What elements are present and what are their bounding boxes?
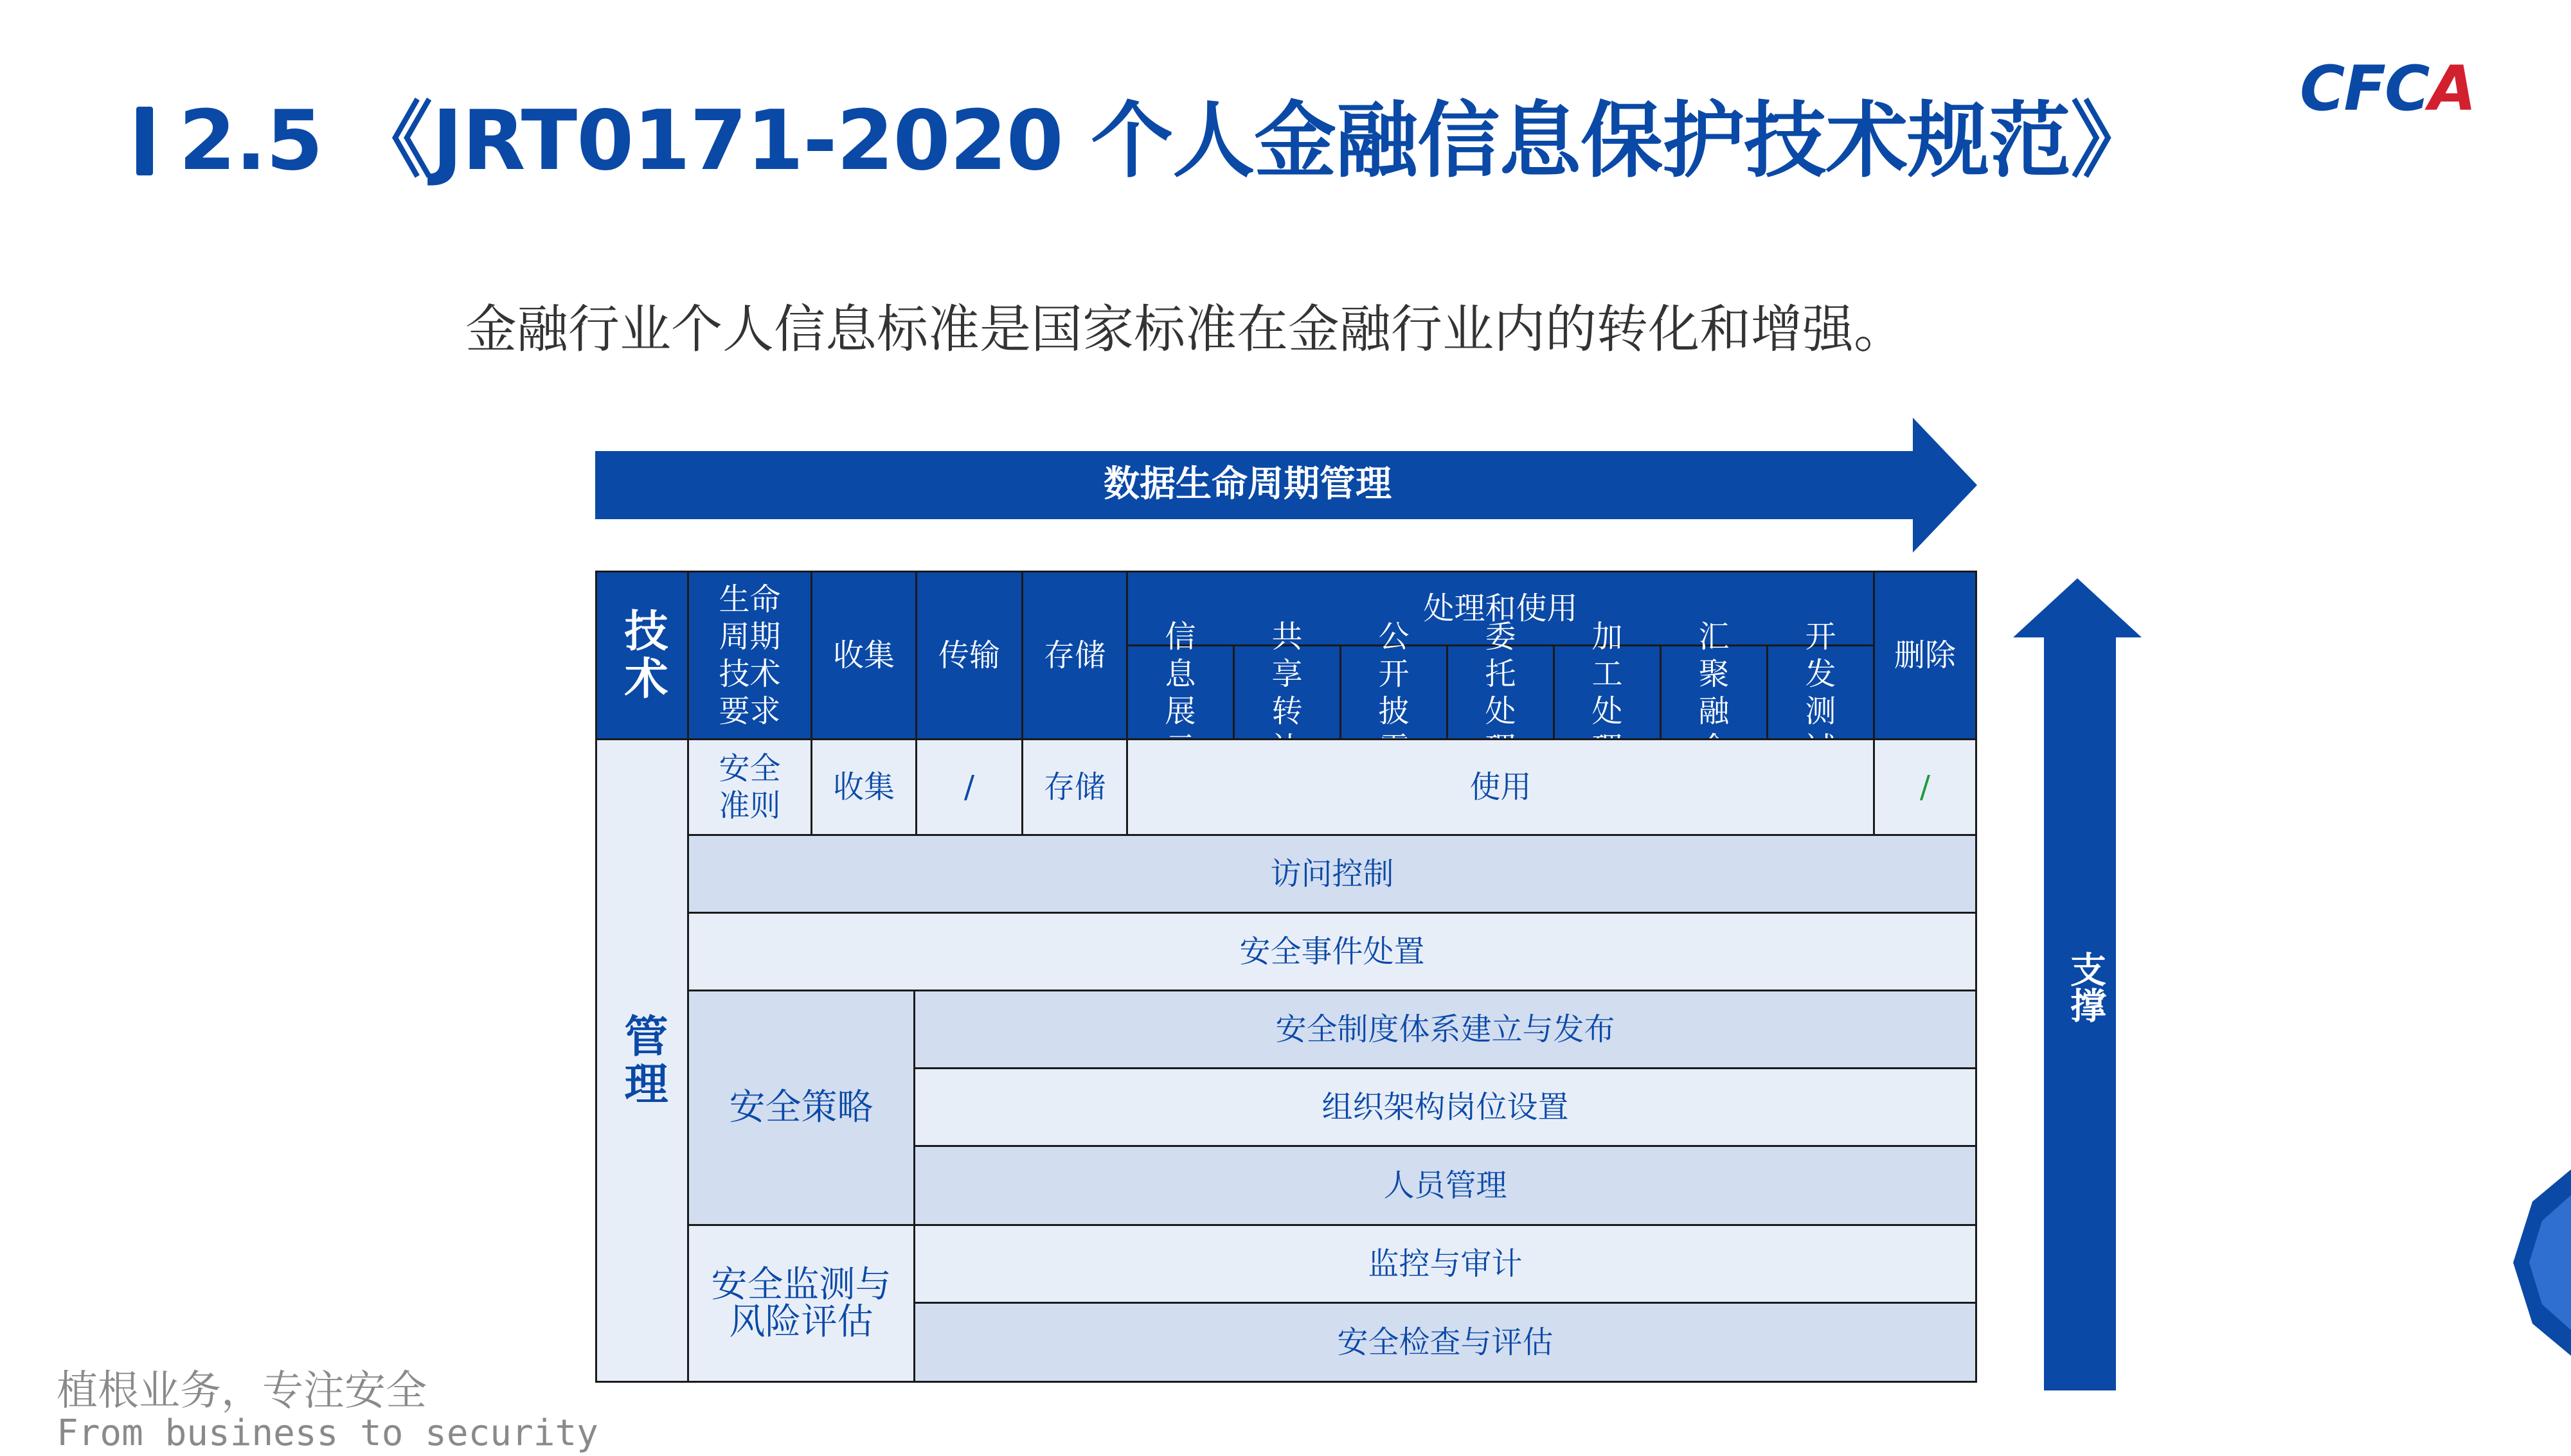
rules-collect: 收集 xyxy=(811,738,917,836)
footer-slogan-en: From business to security xyxy=(57,1412,598,1454)
header-share-transfer: 享转 xyxy=(1233,644,1341,740)
strategy-item-personnel: 人员管理 xyxy=(913,1145,1977,1226)
header-lifecycle-requirement: 生命周期技术要求 xyxy=(687,571,812,740)
security-strategy-label: 安全策略 xyxy=(687,990,915,1226)
rules-transmit: / xyxy=(915,738,1023,836)
tech-label: 技术 xyxy=(595,571,689,740)
rules-use: 使用 xyxy=(1126,738,1875,836)
header-transmit: 传输 xyxy=(915,571,1023,740)
title-accent-bar xyxy=(136,107,153,175)
lifecycle-arrow-label: 数据生命周期管理 xyxy=(1104,463,1392,505)
security-rules-label: 安全准则 xyxy=(687,738,812,836)
header-entrusted-processing: 托处 xyxy=(1446,644,1555,740)
header-process-use: 处理和使用 xyxy=(1126,571,1875,646)
header-store: 存储 xyxy=(1021,571,1128,740)
monitoring-item-inspection: 安全检查与评估 xyxy=(913,1302,1977,1383)
rules-store: 存储 xyxy=(1021,738,1128,836)
header-data-processing: 工处 xyxy=(1553,644,1662,740)
corner-decoration-icon xyxy=(2513,1169,2571,1356)
page-title: 2.5 《JRT0171-2020 个人金融信息保护技术规范》 xyxy=(179,93,2153,189)
lifecycle-table xyxy=(595,571,1977,1383)
header-dev-test: 发测 xyxy=(1766,644,1875,740)
access-control-row: 访问控制 xyxy=(687,834,1977,914)
monitoring-risk-label: 安全监测与风险评估 xyxy=(687,1224,915,1383)
header-delete: 删除 xyxy=(1873,571,1977,740)
header-public-disclosure: 开披 xyxy=(1339,644,1448,740)
monitoring-item-audit: 监控与审计 xyxy=(913,1224,1977,1304)
footer-slogan-cn: 植根业务，专注安全 xyxy=(57,1367,427,1415)
incident-handling-row: 安全事件处置 xyxy=(687,912,1977,991)
logo-text: CFC xyxy=(2300,53,2429,125)
header-info-display: 息展 xyxy=(1126,644,1235,740)
cfca-logo xyxy=(2300,53,2475,125)
strategy-item-policy: 安全制度体系建立与发布 xyxy=(913,990,1977,1069)
strategy-item-organization: 组织架构岗位设置 xyxy=(913,1067,1977,1147)
support-arrow-label: 支撑 xyxy=(2065,951,2106,1023)
subtitle: 金融行业个人信息标准是国家标准在金融行业内的转化和增强。 xyxy=(465,299,1905,359)
header-collect: 收集 xyxy=(811,571,917,740)
management-label: 管理 xyxy=(595,738,689,1383)
header-aggregation: 聚融 xyxy=(1660,644,1768,740)
rules-delete: / xyxy=(1873,738,1977,836)
logo-text-accent: A xyxy=(2428,53,2475,125)
